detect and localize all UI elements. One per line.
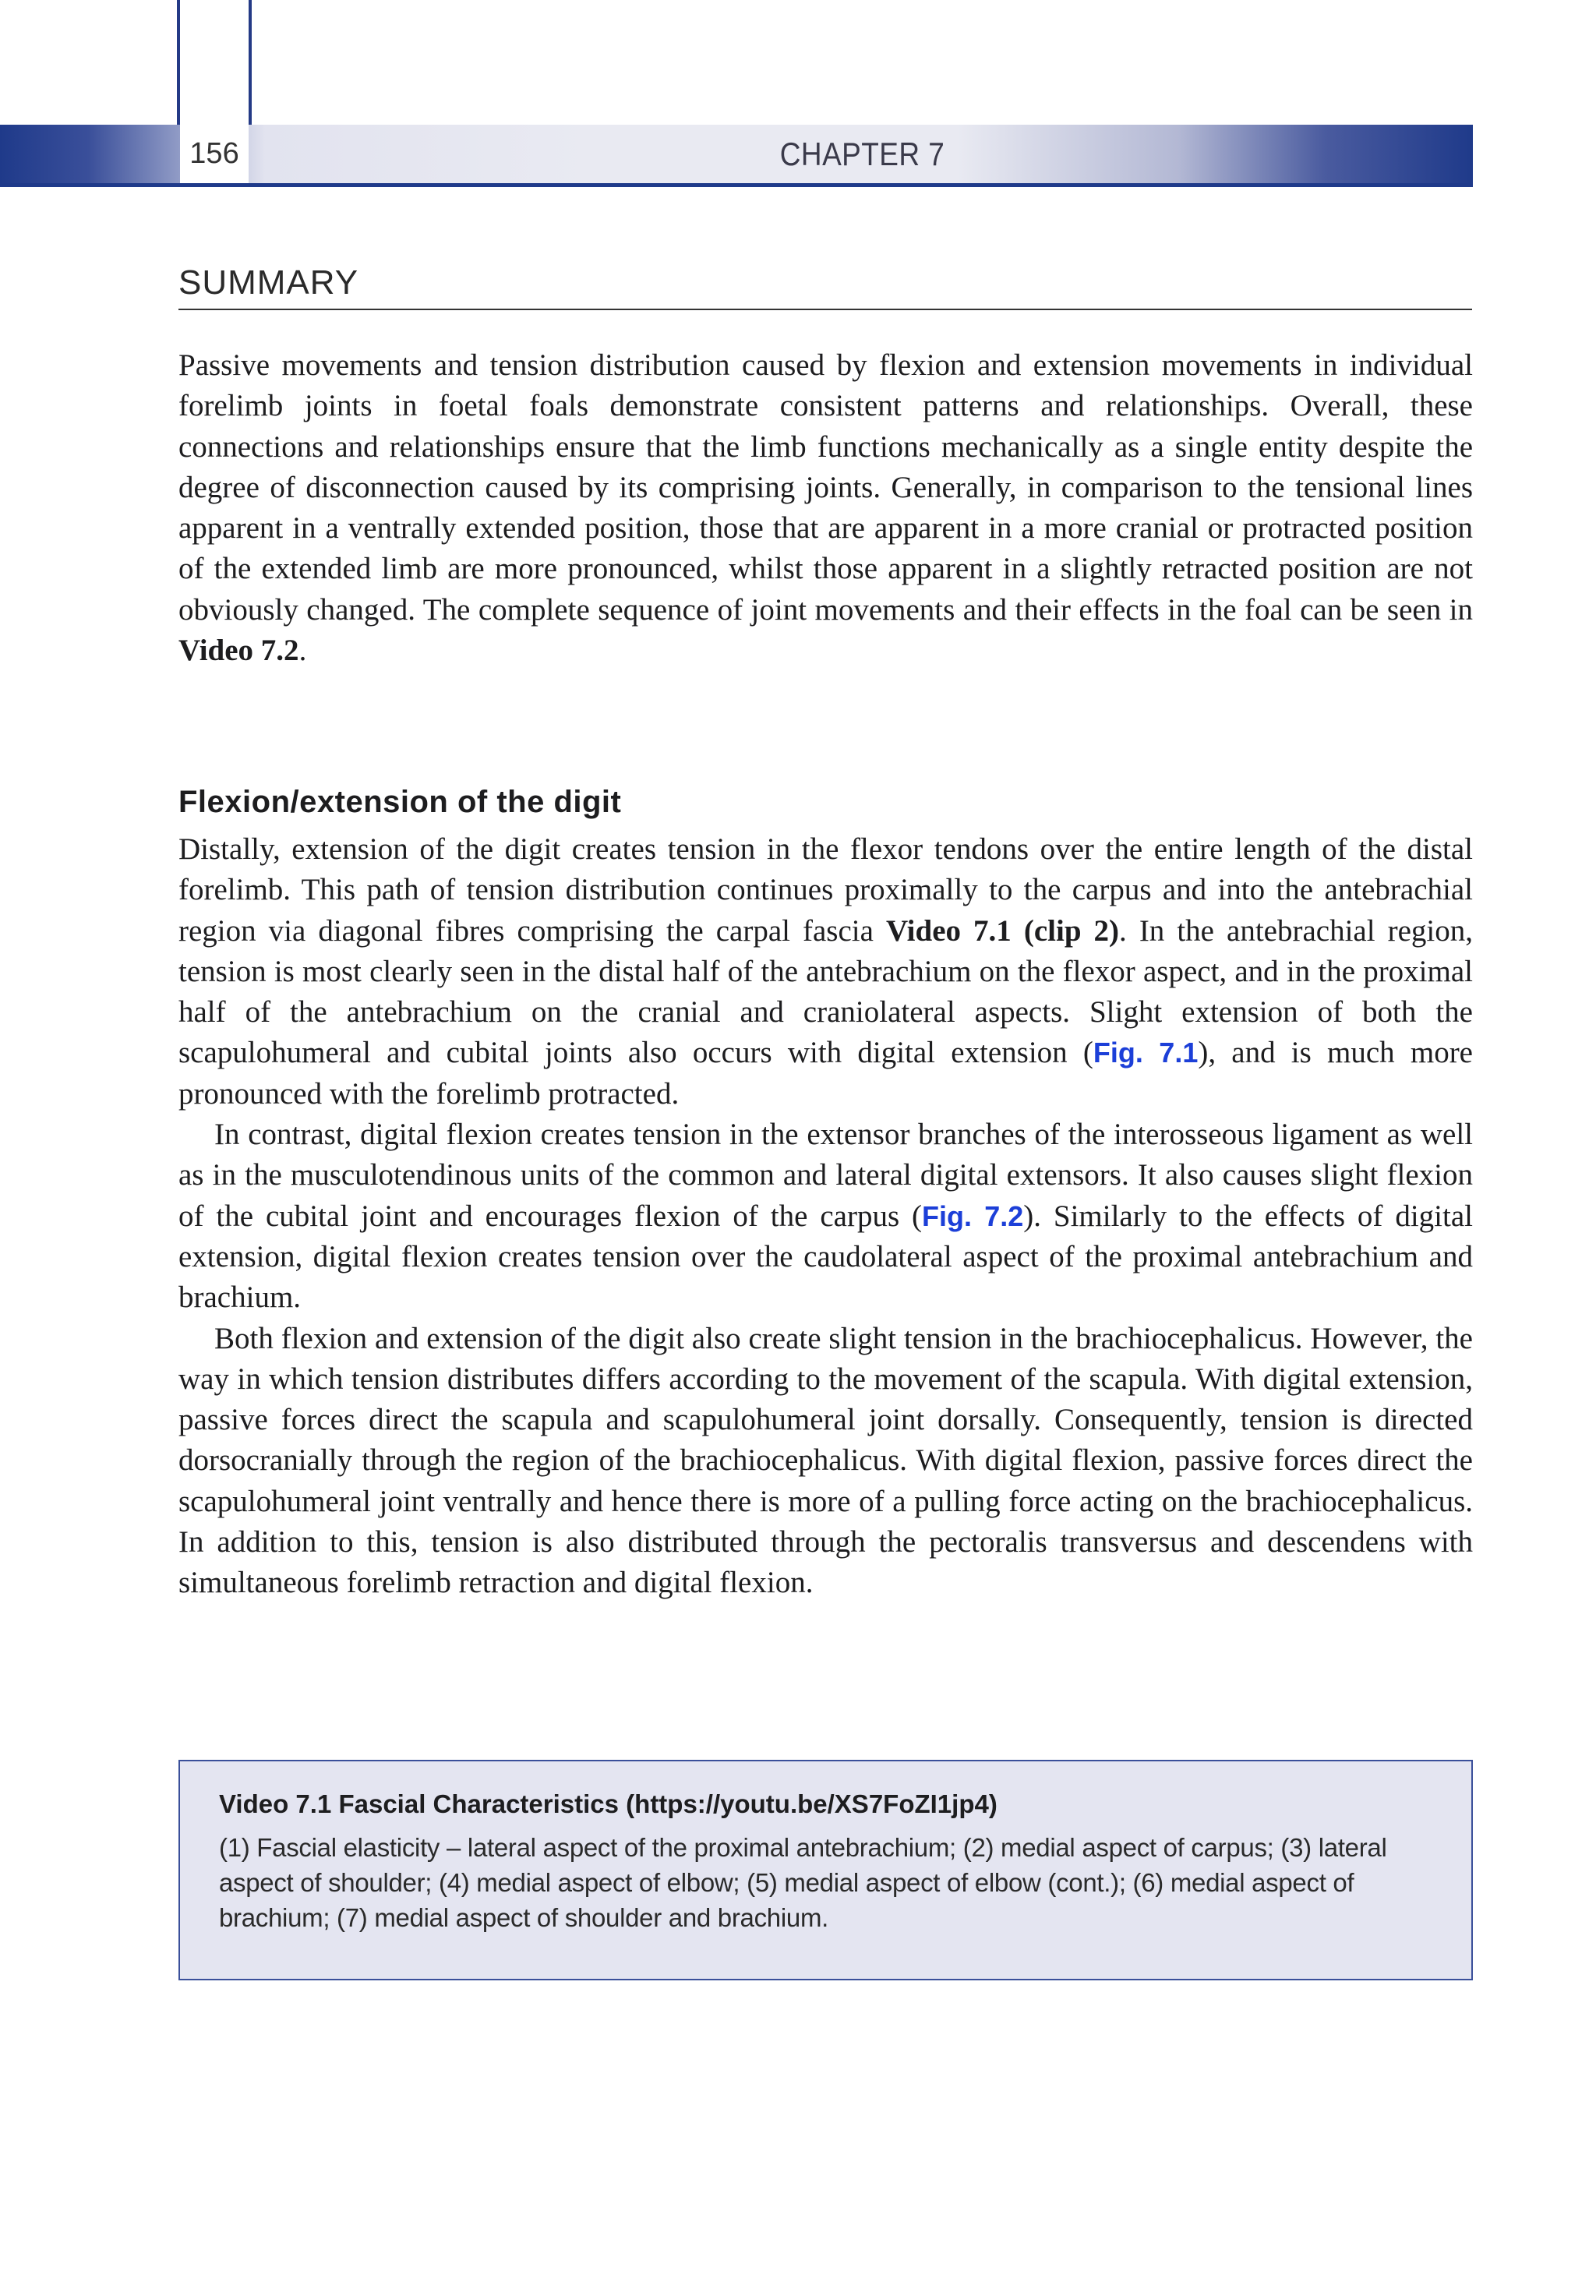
summary-body: [178, 345, 1473, 671]
video-description: (1) Fascial elasticity – lateral aspect of the proximal antebrachium; (2) medial aspect of carpus; (3) lateral aspect of shoulder; (4) medial aspect of elbow; (5) medial aspect of elbow (cont.); (6) medial aspect of brachium; (7) medial aspect of shoulder and brachium.: [219, 1833, 1387, 1932]
video-reference[interactable]: Video 7.1 (clip 2): [885, 913, 1120, 948]
page-number: 156: [180, 125, 249, 183]
figure-link[interactable]: Fig. 7.2: [922, 1199, 1024, 1232]
summary-paragraph: Passive movements and tension distribution caused by flexion and extension movements in individual forelimb joints in foetal foals demonstrate consistent patterns and relationships. Overall, these connections and relationships ensure that the limb functions mechanically as a single entity despite the degree of disconnection caused by its comprising joints. Generally, in comparison to the tensional lines apparent in a ventrally extended position, those that are apparent in a more cranial or protracted position of the extended limb are more pronounced, whilst those apparent in a slightly retracted position are not obviously changed. The complete sequence of joint movements and their effects in the foal can be seen in Video 7.2.: [178, 348, 1473, 668]
chapter-label: CHAPTER 7: [779, 136, 945, 172]
summary-heading: SUMMARY: [178, 263, 1472, 310]
section-body: [178, 829, 1473, 1604]
figure-link[interactable]: Fig. 7.1: [1093, 1037, 1199, 1069]
body-paragraph-3: Both flexion and extension of the digit also create slight tension in the brachiocephalicus. However, the way in which tension distributes differs according to the movement of the scapula. With digital extension, passive forces direct the scapula and scapulohumeral joint dorsally. Consequently, tension is directed dorsocranially through the region of the brachiocephalicus. With digital flexion, passive forces direct the scapulohumeral joint ventrally and hence there is more of a pulling force acting on the brachiocephalicus. In addition to this, tension is also distributed through the pectoralis transversus and descendens with simultaneous forelimb retraction and digital flexion.: [178, 1321, 1473, 1600]
video-title[interactable]: Video 7.1 Fascial Characteristics (https://youtu.be/XS7FoZI1jp4): [219, 1789, 998, 1818]
body-paragraph-1: Distally, extension of the digit creates tension in the flexor tendons over the entire length of the distal forelimb. This path of tension distribution continues proximally to the carpus and into the antebrachial region via diagonal fibres comprising the carpal fascia Video 7.1 (clip 2). In the antebrachial region, tension is most clearly seen in the distal half of the antebrachium on the flexor aspect, and in the proximal half of the antebrachium on the cranial and craniolateral aspects. Slight extension of both the scapulohumeral and cubital joints also occurs with digital extension (Fig. 7.1), and is much more pronounced with the forelimb protracted.: [178, 832, 1473, 1111]
video-reference[interactable]: Video 7.2: [178, 634, 299, 668]
video-callout-box: [178, 1760, 1473, 1980]
body-paragraph-2: In contrast, digital flexion creates tension in the extensor branches of the interosseous ligament as well as in the musculotendinous units of the common and lateral digital extensors. It also causes slight flexion of the cubital joint and encourages flexion of the carpus (Fig. 7.2). Similarly to the effects of digital extension, digital flexion creates tension over the caudolateral aspect of the proximal antebrachium and brachium.: [178, 1118, 1473, 1315]
section-heading: Flexion/extension of the digit: [178, 785, 622, 819]
